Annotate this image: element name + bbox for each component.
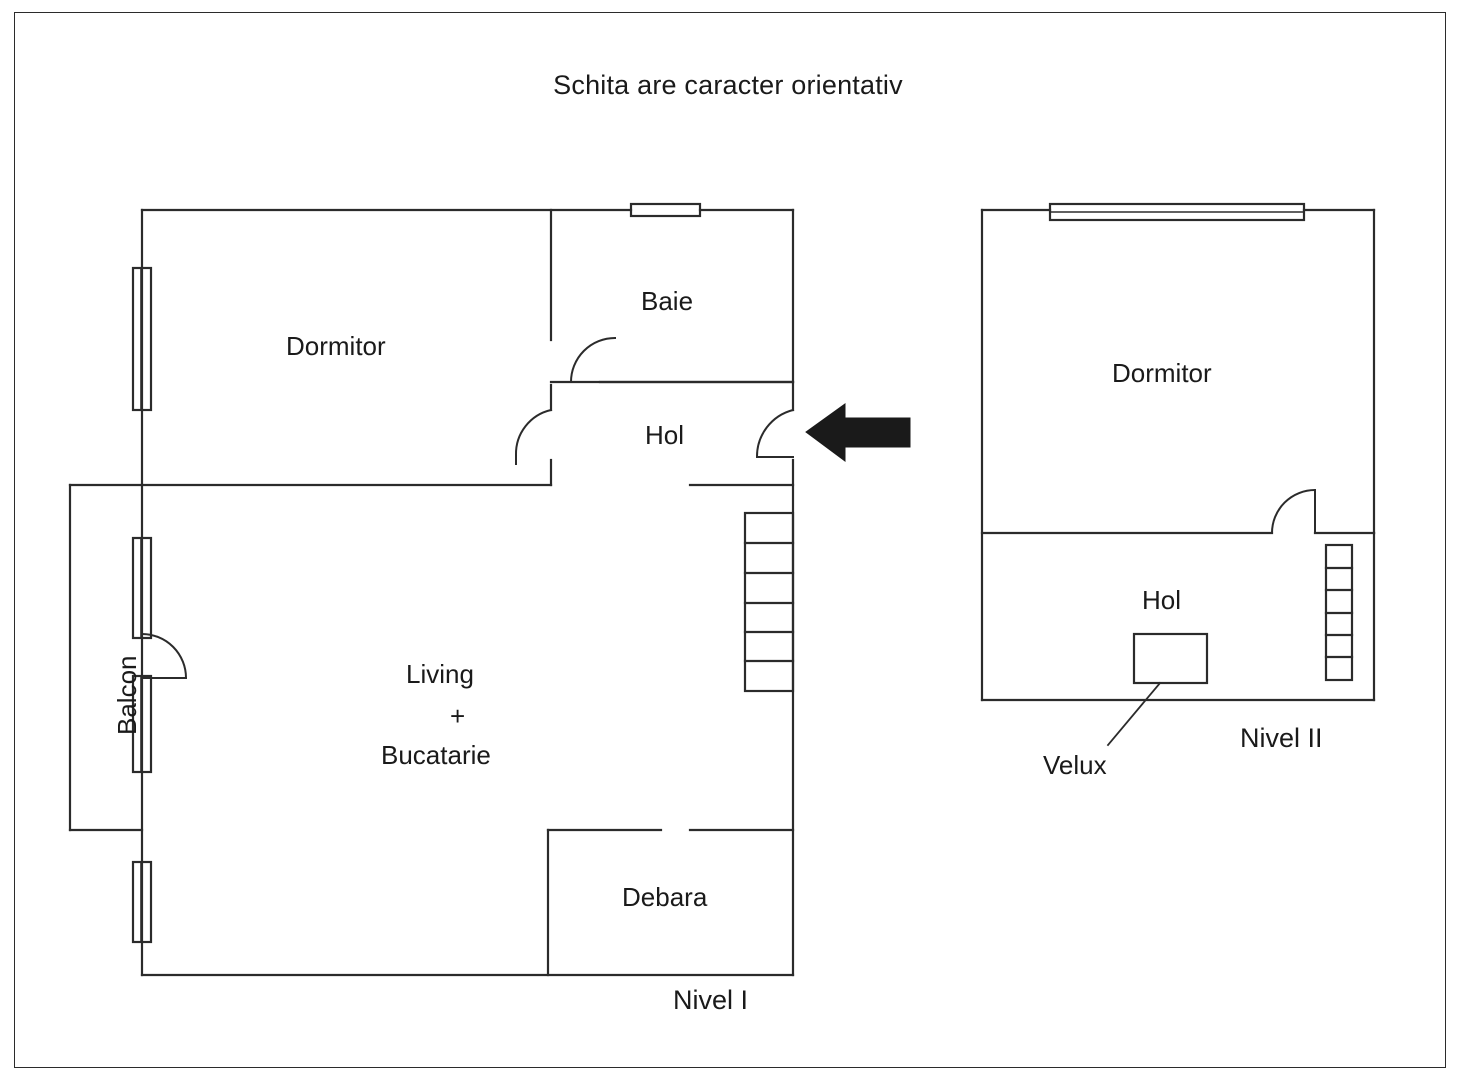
- room-label-hallway-level2: Hol: [1142, 585, 1182, 615]
- room-label-bedroom-level1: Dormitor: [286, 331, 386, 361]
- room-label-bathroom: Baie: [641, 286, 694, 316]
- level-label-1: Nivel I: [673, 985, 749, 1015]
- room-label-balcony: Balcon: [112, 655, 142, 735]
- page-title-text: Schita are caracter orientativ: [553, 70, 903, 100]
- room-label-storage: Debara: [622, 882, 708, 912]
- door-bedroom: [516, 410, 551, 455]
- velux-leader-line: [1108, 683, 1160, 745]
- label-velux: Velux: [1043, 750, 1107, 780]
- door-bathroom: [571, 338, 615, 382]
- door-balcony: [142, 634, 186, 678]
- room-label-living-plus: +: [450, 701, 466, 731]
- l2-door-bedroom: [1272, 490, 1315, 533]
- room-label-bedroom-level2: Dormitor: [1112, 358, 1212, 388]
- room-label-living: Living: [406, 659, 474, 689]
- room-label-hallway-level1: Hol: [645, 420, 685, 450]
- velux-opening: [1134, 634, 1207, 683]
- door-entrance: [757, 410, 793, 457]
- level-label-2: Nivel II: [1240, 723, 1323, 753]
- window-bathroom-top: [631, 204, 700, 216]
- arrow-left-icon: [806, 404, 910, 461]
- room-label-kitchen: Bucatarie: [381, 740, 491, 770]
